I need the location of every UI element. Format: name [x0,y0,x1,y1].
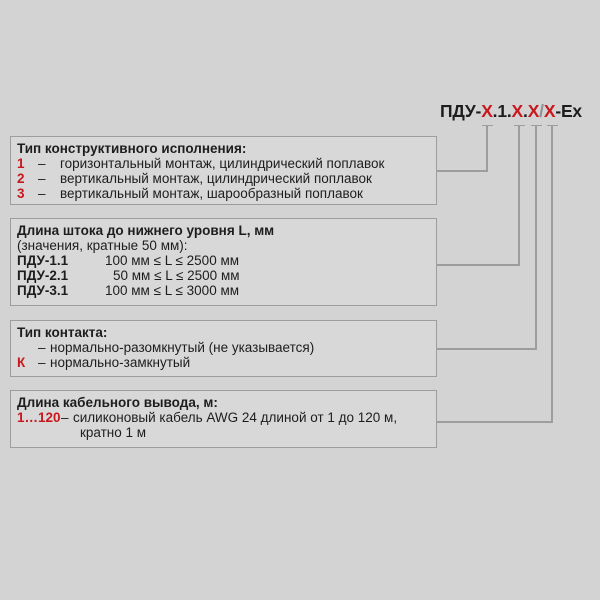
cable-length-row-1 [17,410,430,440]
box-rod-length-header: Длина штока до нижнего уровня L, мм [17,222,275,238]
construction-type-row-3 [17,186,430,201]
row-code: 1 [17,155,25,171]
row-text: нормально-разомкнутый (не указывается) [50,339,315,355]
box-rod-length-subheader: (значения, кратные 50 мм): [17,237,188,253]
row-text: вертикальный монтаж, шарообразный поплавок [60,185,363,201]
row-text: горизонтальный монтаж, цилиндрический поплавок [60,155,385,171]
box-rod-length [10,218,437,306]
connector-hline-4 [437,421,553,423]
construction-type-row-2 [17,171,430,186]
construction-type-row-1 [17,156,430,171]
row-model-label: ПДУ-2.1 [17,267,69,283]
row-dash: – [38,170,46,186]
product-code [440,102,582,121]
connector-hline-3 [437,348,537,350]
row-text: вертикальный монтаж, цилиндрический поплавок [60,170,372,186]
box-cable-length-header: Длина кабельного вывода, м: [17,394,218,410]
row-text: нормально-замкнутый [50,354,191,370]
code-part-prefix: ПДУ- [440,101,482,121]
connector-hline-1 [437,170,488,172]
contact-type-row-1 [17,340,430,355]
connector-vline-4 [551,126,553,423]
code-part-x1: X [481,101,493,121]
row-dash: – [61,409,69,425]
box-construction-type-header: Тип конструктивного исполнения: [17,140,247,156]
connector-vline-2 [518,126,520,266]
box-contact-type [10,320,437,377]
row-code: 2 [17,170,25,186]
code-part-x4: X [543,101,556,121]
rod-length-row-2 [17,268,430,283]
row-dash: – [38,339,46,355]
row-range-value: 100 мм ≤ L ≤ 2500 мм [105,252,240,268]
row-dash: – [38,185,46,201]
row-code: 3 [17,185,25,201]
code-part-dot1: .1. [492,101,512,121]
code-part-slash: / [539,101,544,121]
row-text-line2: кратно 1 м [80,424,147,440]
code-part-suffix: -Ex [555,101,582,121]
row-code: К [17,354,26,370]
box-contact-type-header: Тип контакта: [17,324,108,340]
row-code: 1…120 [17,409,61,425]
row-range-value: 100 мм ≤ L ≤ 3000 мм [105,282,240,298]
code-part-dot2: . [523,101,528,121]
connector-vline-3 [535,126,537,350]
rod-length-row-3 [17,283,430,298]
connector-vline-1 [486,126,488,172]
connector-hline-2 [437,264,520,266]
row-model-label: ПДУ-3.1 [17,282,69,298]
contact-type-row-2 [17,355,430,370]
row-range-value: 50 мм ≤ L ≤ 2500 мм [113,267,240,283]
row-text-line1: силиконовый кабель AWG 24 длиной от 1 до 120 м, [73,409,398,425]
code-part-x2: X [511,101,524,121]
row-model-label: ПДУ-1.1 [17,252,69,268]
rod-length-row-1 [17,253,430,268]
row-dash: – [38,354,46,370]
box-construction-type [10,136,437,205]
row-text [73,410,430,440]
box-cable-length [10,390,437,448]
row-dash: – [38,155,46,171]
code-part-x3: X [527,101,540,121]
